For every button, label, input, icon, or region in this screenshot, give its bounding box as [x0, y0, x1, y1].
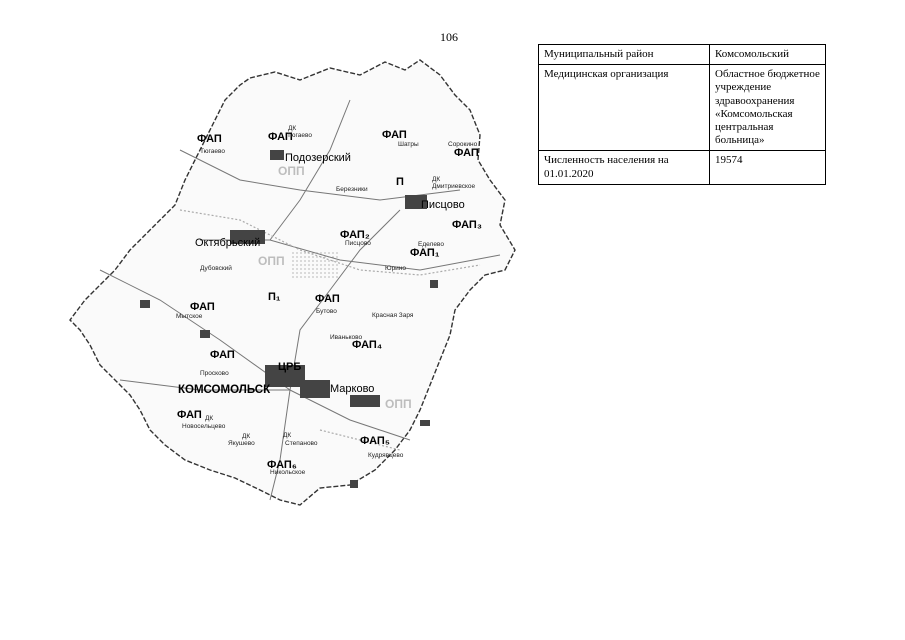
village-label: Дубовский [200, 265, 232, 272]
fap1-marker: ФАП₁ [410, 247, 440, 259]
row-label: Численность населения на 01.01.2020 [539, 151, 710, 184]
village-label: Новосельцево [182, 423, 226, 430]
village-label: Шатры [398, 141, 419, 148]
row-value: Комсомольский [710, 45, 826, 65]
settlement-markovo: Марково [330, 383, 375, 395]
village-label: Березники [336, 186, 368, 193]
page-number: 106 [440, 30, 458, 44]
fap-marker: ФАП [454, 147, 479, 159]
village-label: Юрино [385, 265, 407, 272]
village-label: Кудрявцево [368, 452, 404, 459]
village-label: Писцово [345, 240, 371, 247]
settlement-podozersky: Подозерский [285, 152, 351, 164]
village-label: Мытское [176, 313, 203, 320]
fap-marker: ФАП [177, 409, 202, 421]
settlement-oktyabrsky: Октябрьский [195, 237, 261, 249]
fap4-marker: ФАП₄ [352, 339, 383, 351]
village-label: Сорокино [448, 141, 478, 148]
village-label: Якушево [228, 440, 255, 447]
village-label: Бутово [316, 308, 337, 315]
fap-marker: ФАП [382, 129, 407, 141]
village-label: Еделево [418, 241, 444, 248]
fap2-marker: ФАП₂ [340, 229, 370, 241]
dk-label: ДК [432, 176, 441, 183]
row-label: Муниципальный район [539, 45, 710, 65]
fap-marker: ФАП [210, 349, 235, 361]
fap6-marker: ФАП₆ [267, 459, 297, 471]
opp-marker: ОПП [258, 254, 285, 268]
opp-marker: ОПП [385, 397, 412, 411]
village-label: Степаново [285, 440, 318, 447]
crb-marker: ЦРБ [278, 361, 302, 373]
town-komsomolsk: КОМСОМОЛЬСК [178, 384, 271, 396]
fap-marker: ФАП [315, 293, 340, 305]
fap-marker: ФАП [190, 301, 215, 313]
village-label: Иваньково [330, 334, 363, 341]
village-label: Красная Заря [372, 312, 414, 319]
row-label: Медицинская организация [539, 65, 710, 151]
village-label: Тюгаево [200, 148, 226, 155]
fap-marker: ФАП [268, 131, 293, 143]
fap3-marker: ФАП₃ [452, 219, 482, 231]
row-value: 19574 [710, 151, 826, 184]
p-marker: П [396, 176, 404, 188]
fap-marker: ФАП [197, 133, 222, 145]
dk-label: ДК [288, 125, 297, 132]
fap5-marker: ФАП₅ [360, 435, 390, 447]
village-label: Тюгаево [287, 132, 313, 139]
dk-label: ДК [205, 415, 214, 422]
dk-label: ДК [283, 432, 292, 439]
village-label: Дмитриевское [432, 183, 476, 190]
opp-marker: ОПП [278, 164, 305, 178]
p1-marker: П₁ [268, 291, 281, 303]
dk-label: ДК [242, 433, 251, 440]
row-value: Областное бюджетное учреждение здравоохранения «Комсомольская центральная больница» [710, 65, 826, 151]
village-label: Просково [200, 370, 229, 377]
settlement-pischovo: Писцово [421, 199, 465, 211]
village-label: Никольское [270, 469, 306, 476]
